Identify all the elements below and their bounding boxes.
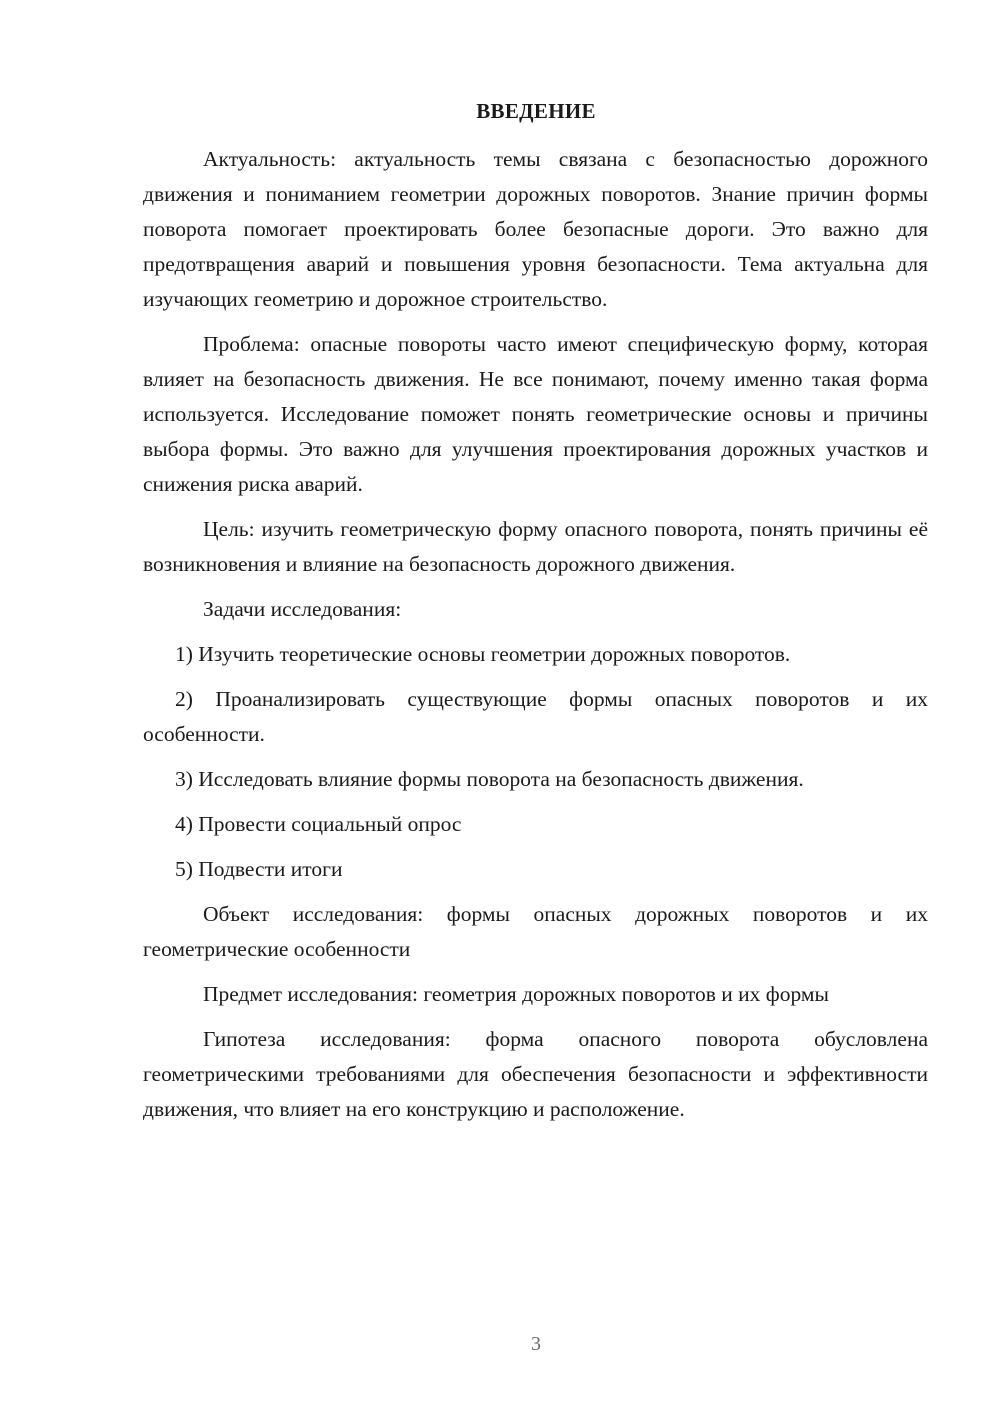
page-title: ВВЕДЕНИЕ <box>476 99 596 123</box>
paragraph-hypothesis: Гипотеза исследования: форма опасного поворота обусловлена геометрическими требованиями для обеспечения безопасности и эффективности движения, что влияет на его конструкцию и расположение. <box>143 1027 928 1121</box>
list-item: 4) Провести социальный опрос <box>175 812 462 836</box>
list-item: 3) Исследовать влияние формы поворота на безопасность движения. <box>175 767 804 791</box>
list-item: 2) Проанализировать существующие формы опасных поворотов и их особенности. <box>143 687 928 746</box>
document-body <box>143 142 928 1127</box>
paragraph-subject: Предмет исследования: геометрия дорожных поворотов и их формы <box>203 982 829 1006</box>
tasks-heading: Задачи исследования: <box>203 597 402 621</box>
page-number: 3 <box>531 1333 541 1355</box>
paragraph-goal: Цель: изучить геометрическую форму опасного поворота, понять причины её возникновения и влияние на безопасность дорожного движения. <box>143 517 928 576</box>
list-item: 1) Изучить теоретические основы геометрии дорожных поворотов. <box>175 642 791 666</box>
paragraph-object: Объект исследования: формы опасных дорожных поворотов и их геометрические особенности <box>143 902 928 961</box>
list-item: 5) Подвести итоги <box>175 857 343 881</box>
paragraph-problem: Проблема: опасные повороты часто имеют специфическую форму, которая влияет на безопасность движения. Не все понимают, почему именно такая форма используется. Исследование поможет понять геометрические основы и причины выбора формы. Это важно для улучшения проектирования дорожных участков и снижения риска аварий. <box>143 332 928 496</box>
paragraph-relevance: Актуальность: актуальность темы связана с безопасностью дорожного движения и пониманием геометрии дорожных поворотов. Знание причин формы поворота помогает проектировать более безопасные дороги. Это важно для предотвращения аварий и повышения уровня безопасности. Тема актуальна для изучающих геометрию и дорожное строительство. <box>143 147 928 311</box>
